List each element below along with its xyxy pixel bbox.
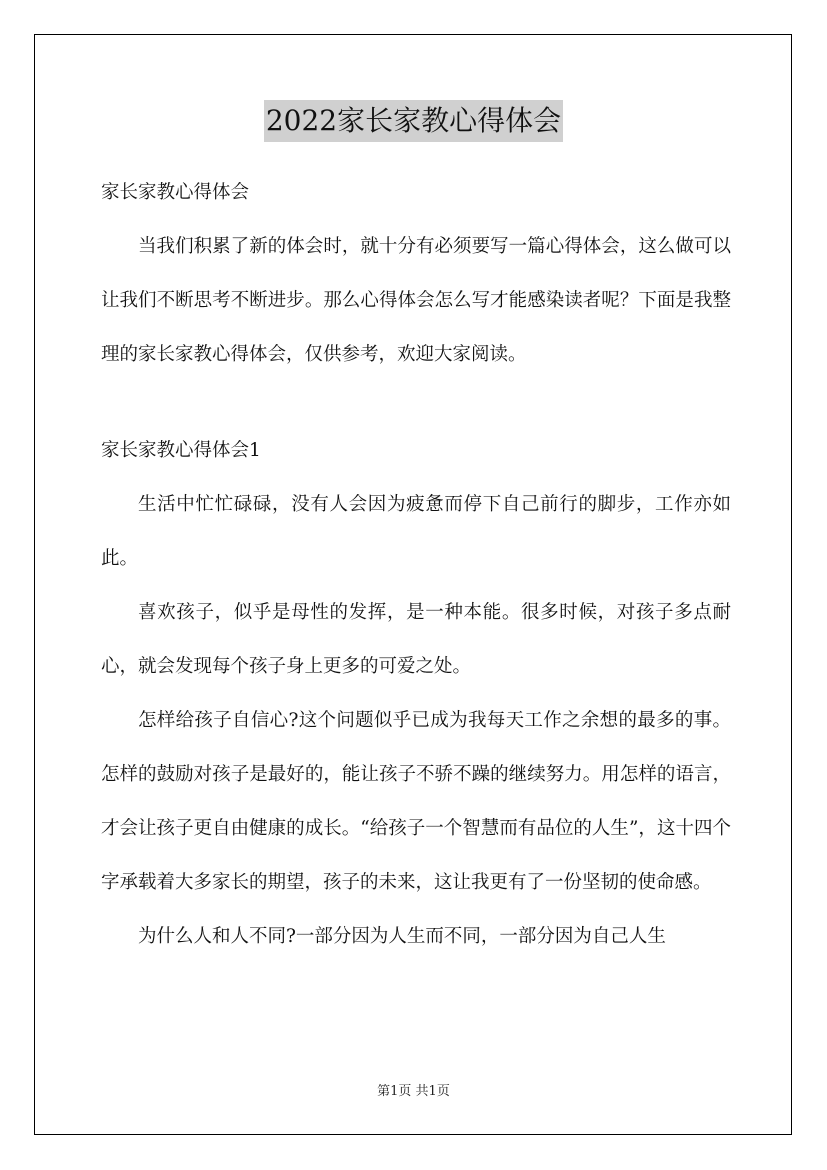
document-subtitle: 家长家教心得体会 [101, 182, 250, 203]
body-paragraph: 生活中忙忙碌碌，没有人会因为疲惫而停下自己前行的脚步，工作亦如此。 [101, 494, 731, 569]
title-area [0, 100, 827, 142]
intro-paragraph: 当我们积累了新的体会时，就十分有必须要写一篇心得体会，这么做可以让我们不断思考不断进步。那么心得体会怎么写才能感染读者呢？下面是我整理的家长家教心得体会，仅供参考，欢迎大家阅读。 [101, 236, 731, 365]
body-paragraph: 喜欢孩子，似乎是母性的发挥，是一种本能。很多时候，对孩子多点耐心，就会发现每个孩子身上更多的可爱之处。 [101, 602, 731, 677]
document-title: 2022家长家教心得体会 [264, 100, 563, 142]
document-body [101, 166, 731, 964]
section-heading-1: 家长家教心得体会1 [101, 440, 261, 461]
body-paragraph: 怎样给孩子自信心?这个问题似乎已成为我每天工作之余想的最多的事。怎样的鼓励对孩子是最好的，能让孩子不骄不躁的继续努力。用怎样的语言，才会让孩子更自由健康的成长。“给孩子一个智慧而有品位的人生”，这十四个字承载着大多家长的期望，孩子的未来，这让我更有了一份坚韧的使命感。 [101, 710, 731, 893]
section-spacer [101, 382, 731, 424]
page-footer: 第1页 共1页 [377, 1084, 450, 1099]
body-paragraph: 为什么人和人不同?一部分因为人生而不同，一部分因为自己人生 [138, 926, 666, 947]
